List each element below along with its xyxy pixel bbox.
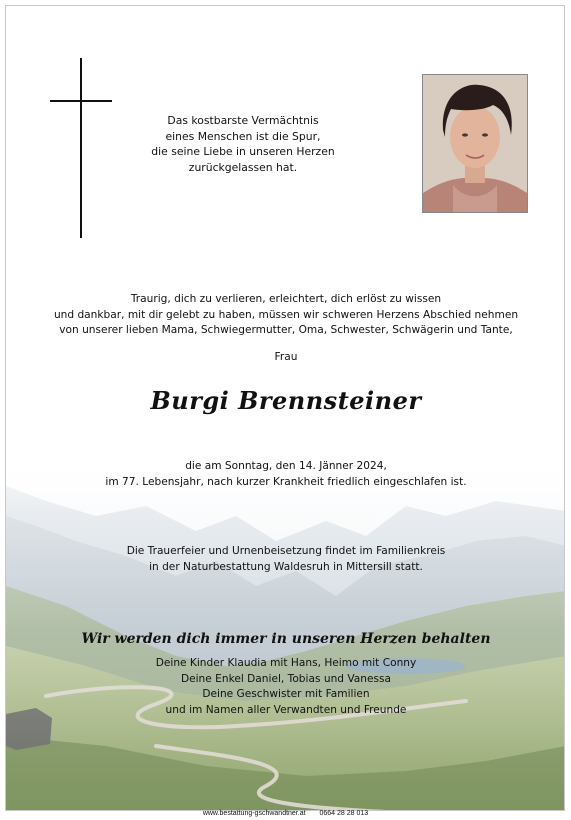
quote-line: eines Menschen ist die Spur, xyxy=(165,129,321,143)
death-line: im 77. Lebensjahr, nach kurzer Krankheit friedlich eingeschlafen ist. xyxy=(105,475,467,488)
opening-quote xyxy=(138,113,348,175)
intro-line: von unserer lieben Mama, Schwiegermutter, Oma, Schwester, Schwägerin und Tante, xyxy=(59,324,513,336)
death-notice xyxy=(46,459,526,490)
family-line: Deine Kinder Klaudia mit Hans, Heimo mit Conny xyxy=(155,657,417,669)
death-line: die am Sonntag, den 14. Jänner 2024, xyxy=(185,460,387,472)
funeral-info xyxy=(46,544,526,575)
motto-line: Wir werden dich immer in unseren Herzen behalten xyxy=(81,631,491,647)
family-line: Deine Enkel Daniel, Tobias und Vanessa xyxy=(180,672,392,685)
quote-line: die seine Liebe in unseren Herzen xyxy=(151,145,335,158)
salutation: Frau xyxy=(274,351,298,363)
family-signatures xyxy=(46,656,526,718)
deceased-name: Burgi Brennsteiner xyxy=(150,386,422,415)
quote-line: Das kostbarste Vermächtnis xyxy=(167,114,319,127)
funeral-line: in der Naturbestattung Waldesruh in Mittersill statt. xyxy=(149,560,423,573)
cross-vertical-bar xyxy=(80,58,82,238)
mountain-landscape-image xyxy=(6,446,565,811)
family-line: und im Namen aller Verwandten und Freunde xyxy=(165,703,407,716)
footer-website: www.bestattung-gschwandtner.at xyxy=(202,810,306,817)
footer-phone: 0664 28 28 013 xyxy=(319,810,369,817)
portrait-photo xyxy=(422,74,528,213)
portrait-image xyxy=(423,75,527,212)
footer xyxy=(0,810,571,817)
intro-line: Traurig, dich zu verlieren, erleichtert, dich erlöst zu wissen xyxy=(130,293,442,305)
intro-paragraph xyxy=(26,292,546,339)
family-line: Deine Geschwister mit Familien xyxy=(202,688,370,700)
intro-line: und dankbar, mit dir gelebt zu haben, müssen wir schweren Herzens Abschied nehmen xyxy=(53,308,519,321)
funeral-line: Die Trauerfeier und Urnenbeisetzung findet im Familienkreis xyxy=(126,545,446,557)
quote-line: zurückgelassen hat. xyxy=(188,160,298,174)
obituary-frame xyxy=(5,5,565,811)
cross-horizontal-bar xyxy=(50,100,112,102)
